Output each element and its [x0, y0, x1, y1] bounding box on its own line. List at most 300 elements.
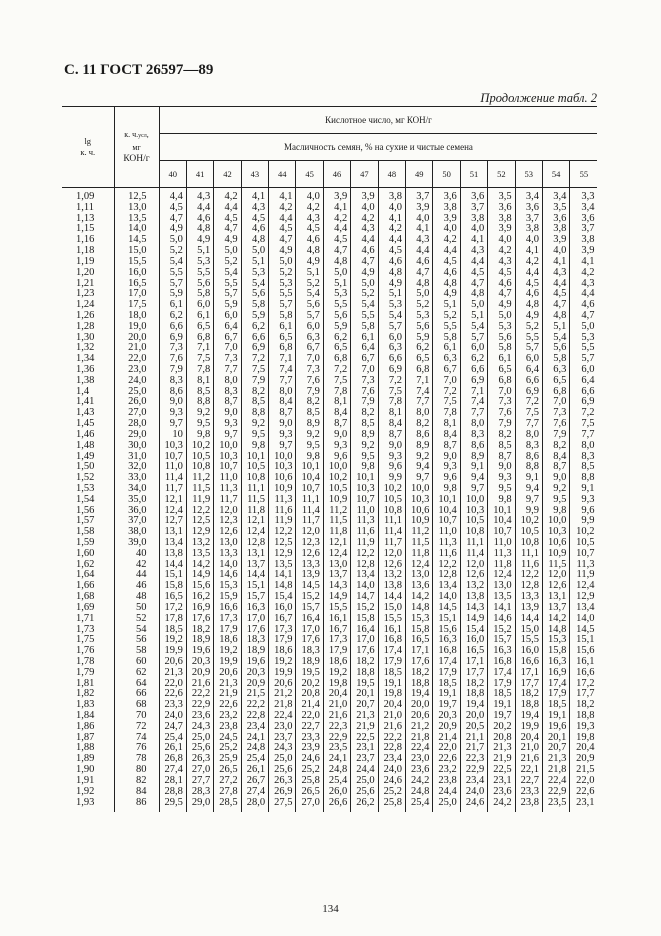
table-cell: 7,8 [323, 387, 350, 398]
table-cell: 20,6 [214, 668, 241, 679]
cell-kch: 58 [114, 646, 159, 657]
table-cell: 6,2 [406, 343, 433, 354]
table-cell: 23,1 [488, 776, 515, 787]
table-cell: 21,3 [159, 668, 186, 679]
table-cell: 8,6 [515, 452, 542, 463]
table-cell: 5,8 [433, 333, 460, 344]
table-cell: 8,6 [460, 441, 487, 452]
table-cell: 10,3 [351, 484, 378, 495]
table-cell: 10,7 [159, 452, 186, 463]
table-cell: 8,3 [515, 441, 542, 452]
table-cell: 11,0 [214, 473, 241, 484]
table-cell: 8,4 [378, 419, 405, 430]
table-cell: 18,5 [378, 668, 405, 679]
cell-kch: 68 [114, 700, 159, 711]
table-cell: 11,1 [378, 516, 405, 527]
table-cell: 17,9 [488, 679, 515, 690]
table-cell: 15,6 [186, 581, 213, 592]
table-cell: 22,6 [570, 787, 598, 798]
table-cell: 8,7 [269, 408, 296, 419]
table-cell: 8,1 [378, 408, 405, 419]
table-cell: 17,7 [570, 689, 598, 700]
table-cell: 27,5 [269, 798, 296, 813]
table-cell: 6,3 [378, 343, 405, 354]
table-cell: 19,9 [269, 668, 296, 679]
cell-kch: 74 [114, 733, 159, 744]
table-cell: 11,4 [159, 473, 186, 484]
table-cell: 16,8 [488, 657, 515, 668]
table-cell: 18,2 [515, 689, 542, 700]
table-cell: 12,4 [570, 581, 598, 592]
table-cell: 8,4 [323, 408, 350, 419]
table-cell: 9,1 [570, 484, 598, 495]
table-cell: 10,9 [542, 549, 569, 560]
cell-lg: 1,87 [76, 732, 95, 743]
table-cell: 28,3 [186, 787, 213, 798]
table-cell: 4,8 [406, 279, 433, 290]
table-cell: 22,4 [406, 743, 433, 754]
table-row [62, 711, 597, 722]
table-cell: 5,2 [159, 246, 186, 257]
table-cell: 4,9 [269, 246, 296, 257]
table-cell: 6,9 [460, 376, 487, 387]
table-cell: 22,0 [433, 743, 460, 754]
table-cell: 6,9 [570, 397, 598, 408]
table-cell: 22,1 [515, 765, 542, 776]
table-cell: 24,6 [378, 776, 405, 787]
table-cell: 6,8 [323, 354, 350, 365]
table-row [62, 188, 597, 203]
table-cell: 22,4 [542, 776, 569, 787]
table-cell: 7,4 [269, 365, 296, 376]
table-cell: 9,2 [296, 430, 323, 441]
table-cell: 4,4 [406, 246, 433, 257]
table-row [62, 462, 597, 473]
table-cell: 21,6 [378, 722, 405, 733]
table-cell: 17,2 [159, 603, 186, 614]
table-cell: 15,2 [296, 592, 323, 603]
table-cell: 24,8 [241, 743, 268, 754]
table-cell: 15,8 [159, 581, 186, 592]
table-cell: 26,7 [241, 776, 268, 787]
table-cell: 4,2 [351, 214, 378, 225]
cell-lg: 1,30 [76, 332, 95, 343]
table-cell: 6,9 [159, 333, 186, 344]
table-cell: 5,0 [406, 289, 433, 300]
table-cell: 16,4 [296, 614, 323, 625]
table-cell: 4,6 [433, 268, 460, 279]
cell-kch: 46 [114, 581, 159, 592]
table-cell: 15,7 [241, 592, 268, 603]
table-cell: 27,8 [214, 787, 241, 798]
table-cell: 13,3 [214, 549, 241, 560]
table-cell: 4,2 [515, 257, 542, 268]
table-cell: 5,4 [296, 289, 323, 300]
table-cell: 24,0 [159, 711, 186, 722]
table-cell: 29,5 [159, 798, 186, 813]
table-cell: 7,7 [515, 419, 542, 430]
table-cell: 12,4 [488, 570, 515, 581]
table-cell: 11,0 [488, 538, 515, 549]
table-row [62, 592, 597, 603]
table-cell: 8,9 [296, 419, 323, 430]
table-cell: 14,7 [351, 592, 378, 603]
table-cell: 8,2 [406, 419, 433, 430]
table-cell: 10,9 [323, 495, 350, 506]
table-cell: 4,7 [214, 224, 241, 235]
table-cell: 24,4 [351, 765, 378, 776]
table-cell: 18,6 [269, 646, 296, 657]
cell-lg: 1,54 [76, 494, 95, 505]
table-cell: 5,9 [406, 333, 433, 344]
table-cell: 7,6 [351, 387, 378, 398]
table-cell: 5,4 [241, 279, 268, 290]
table-cell: 4,5 [542, 289, 569, 300]
table-cell: 12,2 [433, 560, 460, 571]
table-cell: 19,4 [515, 711, 542, 722]
table-cell: 19,6 [542, 722, 569, 733]
table-cell: 4,2 [214, 188, 241, 203]
table-cell: 4,9 [351, 268, 378, 279]
table-cell: 7,3 [159, 343, 186, 354]
cell-lg: 1,43 [76, 408, 95, 419]
table-row [62, 798, 597, 813]
table-cell: 9,7 [515, 495, 542, 506]
table-cell: 19,7 [488, 711, 515, 722]
table-cell: 8,0 [515, 430, 542, 441]
table-cell: 12,2 [515, 570, 542, 581]
table-row [62, 419, 597, 430]
cell-kch: 19,0 [114, 322, 159, 333]
cell-lg: 1,59 [76, 538, 95, 548]
cell-kch: 38,0 [114, 527, 159, 538]
table-cell: 19,5 [351, 679, 378, 690]
table-cell: 6,8 [186, 333, 213, 344]
table-cell: 13,1 [241, 549, 268, 560]
table-cell: 16,6 [214, 603, 241, 614]
table-cell: 5,2 [351, 289, 378, 300]
table-cell: 4,8 [378, 268, 405, 279]
table-cell: 23,2 [433, 765, 460, 776]
table-cell: 5,4 [159, 257, 186, 268]
table-cell: 22,7 [515, 776, 542, 787]
table-cell: 24,0 [378, 765, 405, 776]
table-cell: 8,0 [570, 441, 598, 452]
table-cell: 17,4 [488, 668, 515, 679]
table-cell: 5,2 [515, 322, 542, 333]
table-cell: 10,5 [378, 495, 405, 506]
table-cell: 10,5 [323, 484, 350, 495]
table-cell: 11,5 [323, 516, 350, 527]
table-cell: 4,5 [214, 214, 241, 225]
table-cell: 3,8 [433, 203, 460, 214]
table-cell: 4,1 [406, 224, 433, 235]
table-cell: 24,3 [269, 743, 296, 754]
table-cell: 9,7 [214, 430, 241, 441]
table-row [62, 354, 597, 365]
table-cell: 9,1 [515, 473, 542, 484]
table-cell: 19,1 [488, 700, 515, 711]
table-cell: 23,8 [214, 722, 241, 733]
cell-lg: 1,4 [76, 386, 90, 397]
table-cell: 4,0 [351, 203, 378, 214]
table-cell: 5,1 [433, 300, 460, 311]
table-cell: 18,8 [460, 689, 487, 700]
table-row [62, 376, 597, 387]
table-cell: 25,6 [351, 787, 378, 798]
table-cell: 13,2 [186, 538, 213, 549]
table-cell: 10,5 [515, 527, 542, 538]
table-cell: 7,5 [433, 397, 460, 408]
table-cell: 11,1 [296, 495, 323, 506]
table-cell: 8,2 [542, 441, 569, 452]
table-cell: 11,7 [159, 484, 186, 495]
table-cell: 7,3 [296, 365, 323, 376]
table-cell: 8,3 [460, 430, 487, 441]
cell-lg: 1,50 [76, 462, 95, 473]
table-cell: 18,8 [351, 668, 378, 679]
cell-lg: 1,13 [76, 213, 95, 224]
cell-kch: 20,0 [114, 333, 159, 344]
table-cell: 4,6 [241, 224, 268, 235]
cell-lg: 1,56 [76, 505, 95, 516]
table-cell: 12,5 [186, 516, 213, 527]
table-cell: 25,0 [433, 798, 460, 813]
table-cell: 24,8 [406, 787, 433, 798]
cell-lg: 1,38 [76, 375, 95, 386]
table-cell: 19,9 [214, 657, 241, 668]
table-cell: 11,9 [269, 516, 296, 527]
table-cell: 16,9 [542, 668, 569, 679]
table-cell: 11,2 [406, 527, 433, 538]
table-cell: 3,9 [323, 188, 350, 203]
table-cell: 4,3 [542, 268, 569, 279]
table-cell: 10,0 [406, 484, 433, 495]
table-cell: 5,7 [460, 333, 487, 344]
table-cell: 18,8 [406, 679, 433, 690]
table-cell: 9,0 [378, 441, 405, 452]
table-cell: 4,5 [241, 214, 268, 225]
table-cell: 10,0 [542, 516, 569, 527]
table-cell: 26,8 [159, 754, 186, 765]
table-cell: 10,7 [351, 495, 378, 506]
cell-lg: 1,89 [76, 754, 95, 765]
table-cell: 4,6 [570, 300, 598, 311]
table-cell: 4,7 [542, 300, 569, 311]
table-cell: 15,1 [159, 570, 186, 581]
table-cell: 4,6 [351, 246, 378, 257]
table-cell: 7,8 [433, 408, 460, 419]
table-cell: 18,5 [488, 689, 515, 700]
table-cell: 22,2 [186, 689, 213, 700]
table-cell: 14,4 [241, 570, 268, 581]
table-cell: 8,7 [323, 419, 350, 430]
table-cell: 3,5 [488, 188, 515, 203]
table-cell: 5,1 [378, 289, 405, 300]
table-cell: 5,6 [296, 300, 323, 311]
table-cell: 11,9 [570, 570, 598, 581]
table-cell: 8,7 [488, 452, 515, 463]
table-cell: 17,0 [241, 614, 268, 625]
table-cell: 4,8 [433, 279, 460, 290]
table-cell: 12,3 [214, 516, 241, 527]
table-cell: 14,9 [323, 592, 350, 603]
table-cell: 25,0 [351, 776, 378, 787]
table-cell: 15,5 [323, 603, 350, 614]
table-cell: 19,8 [378, 689, 405, 700]
cell-lg: 1,58 [76, 527, 95, 538]
table-cell: 7,2 [378, 376, 405, 387]
cell-lg: 1,41 [76, 397, 95, 408]
table-cell: 23,8 [515, 798, 542, 813]
table-cell: 8,9 [406, 441, 433, 452]
table-cell: 12,6 [214, 527, 241, 538]
table-cell: 7,7 [406, 397, 433, 408]
table-cell: 9,8 [351, 462, 378, 473]
table-cell: 6,5 [323, 343, 350, 354]
table-cell: 18,9 [296, 657, 323, 668]
table-cell: 11,1 [460, 538, 487, 549]
table-cell: 21,9 [488, 754, 515, 765]
table-cell: 19,6 [186, 646, 213, 657]
table-cell: 12,6 [296, 549, 323, 560]
table-cell: 14,9 [186, 570, 213, 581]
table-cell: 7,1 [269, 354, 296, 365]
table-row [62, 679, 597, 690]
table-cell: 11,3 [488, 549, 515, 560]
table-cell: 23,8 [433, 776, 460, 787]
table-cell: 28,5 [214, 798, 241, 813]
table-cell: 17,7 [460, 668, 487, 679]
table-cell: 3,4 [542, 188, 569, 203]
table-row [62, 787, 597, 798]
table-cell: 7,6 [159, 354, 186, 365]
table-cell: 3,5 [542, 203, 569, 214]
table-cell: 4,2 [488, 246, 515, 257]
table-cell: 5,0 [159, 235, 186, 246]
table-cell: 7,5 [241, 365, 268, 376]
table-cell: 6,0 [378, 333, 405, 344]
table-cell: 14,5 [296, 581, 323, 592]
table-cell: 5,6 [406, 322, 433, 333]
table-cell: 13,0 [323, 560, 350, 571]
table-cell: 4,6 [378, 257, 405, 268]
table-cell: 18,8 [570, 711, 598, 722]
table-cell: 17,1 [406, 646, 433, 657]
table-cell: 21,3 [488, 743, 515, 754]
table-cell: 14,3 [323, 581, 350, 592]
cell-kch: 50 [114, 603, 159, 614]
table-cell: 8,5 [351, 419, 378, 430]
table-row [62, 581, 597, 592]
table-cell: 5,6 [241, 289, 268, 300]
cell-kch: 42 [114, 560, 159, 571]
table-cell: 7,1 [406, 376, 433, 387]
table-cell: 17,6 [241, 625, 268, 636]
table-cell: 25,2 [296, 765, 323, 776]
table-cell: 14,5 [570, 625, 598, 636]
table-cell: 6,7 [351, 354, 378, 365]
table-cell: 5,5 [159, 268, 186, 279]
table-cell: 9,8 [296, 452, 323, 463]
table-cell: 11,7 [378, 538, 405, 549]
table-cell: 26,9 [269, 787, 296, 798]
table-cell: 9,8 [488, 495, 515, 506]
table-cell: 11,2 [186, 473, 213, 484]
cell-lg: 1,20 [76, 267, 95, 278]
table-cell: 21,5 [570, 765, 598, 776]
cell-kch: 78 [114, 754, 159, 765]
table-cell: 7,9 [159, 365, 186, 376]
table-cell: 12,4 [241, 527, 268, 538]
table-cell: 21,0 [323, 700, 350, 711]
table-cell: 9,7 [159, 419, 186, 430]
table-cell: 25,4 [241, 754, 268, 765]
table-cell: 25,4 [406, 798, 433, 813]
column-header: 52 [488, 161, 515, 188]
table-cell: 22,2 [378, 733, 405, 744]
table-cell: 7,8 [186, 365, 213, 376]
table-cell: 23,4 [460, 776, 487, 787]
cell-lg: 1,82 [76, 689, 95, 700]
table-cell: 4,6 [186, 214, 213, 225]
table-cell: 16,1 [378, 625, 405, 636]
table-cell: 7,5 [570, 419, 598, 430]
table-cell: 5,7 [570, 354, 598, 365]
table-cell: 3,8 [570, 235, 598, 246]
table-cell: 15,9 [214, 592, 241, 603]
table-cell: 12,9 [570, 592, 598, 603]
table-cell: 22,2 [241, 700, 268, 711]
table-cell: 3,6 [460, 188, 487, 203]
table-cell: 4,7 [159, 214, 186, 225]
table-cell: 21,9 [214, 689, 241, 700]
table-cell: 14,8 [542, 625, 569, 636]
cell-kch: 76 [114, 743, 159, 754]
table-cell: 10,5 [570, 538, 598, 549]
column-header: 48 [378, 161, 405, 188]
table-cell: 10 [159, 430, 186, 441]
table-row [62, 603, 597, 614]
table-cell: 4,4 [159, 188, 186, 203]
cell-kch: 80 [114, 765, 159, 776]
table-cell: 27,0 [296, 798, 323, 813]
table-cell: 15,8 [351, 614, 378, 625]
table-cell: 8,3 [214, 387, 241, 398]
table-cell: 23,5 [323, 743, 350, 754]
table-cell: 19,1 [542, 711, 569, 722]
table-row [62, 246, 597, 257]
table-cell: 25,6 [186, 743, 213, 754]
table-cell: 4,0 [378, 203, 405, 214]
table-cell: 3,7 [515, 214, 542, 225]
table-cell: 23,3 [159, 700, 186, 711]
table-cell: 15,0 [515, 625, 542, 636]
table-cell: 18,5 [433, 679, 460, 690]
table-row [62, 516, 597, 527]
table-cell: 9,3 [570, 495, 598, 506]
table-cell: 10,5 [186, 452, 213, 463]
header-acid-number: Кислотное число, мг КОН/г [159, 107, 597, 134]
table-cell: 4,9 [186, 235, 213, 246]
table-cell: 4,4 [323, 224, 350, 235]
table-cell: 9,9 [570, 516, 598, 527]
table-cell: 17,7 [515, 679, 542, 690]
table-cell: 13,5 [269, 560, 296, 571]
table-cell: 4,7 [570, 311, 598, 322]
cell-kch: 13,0 [114, 203, 159, 214]
table-cell: 8,4 [269, 397, 296, 408]
